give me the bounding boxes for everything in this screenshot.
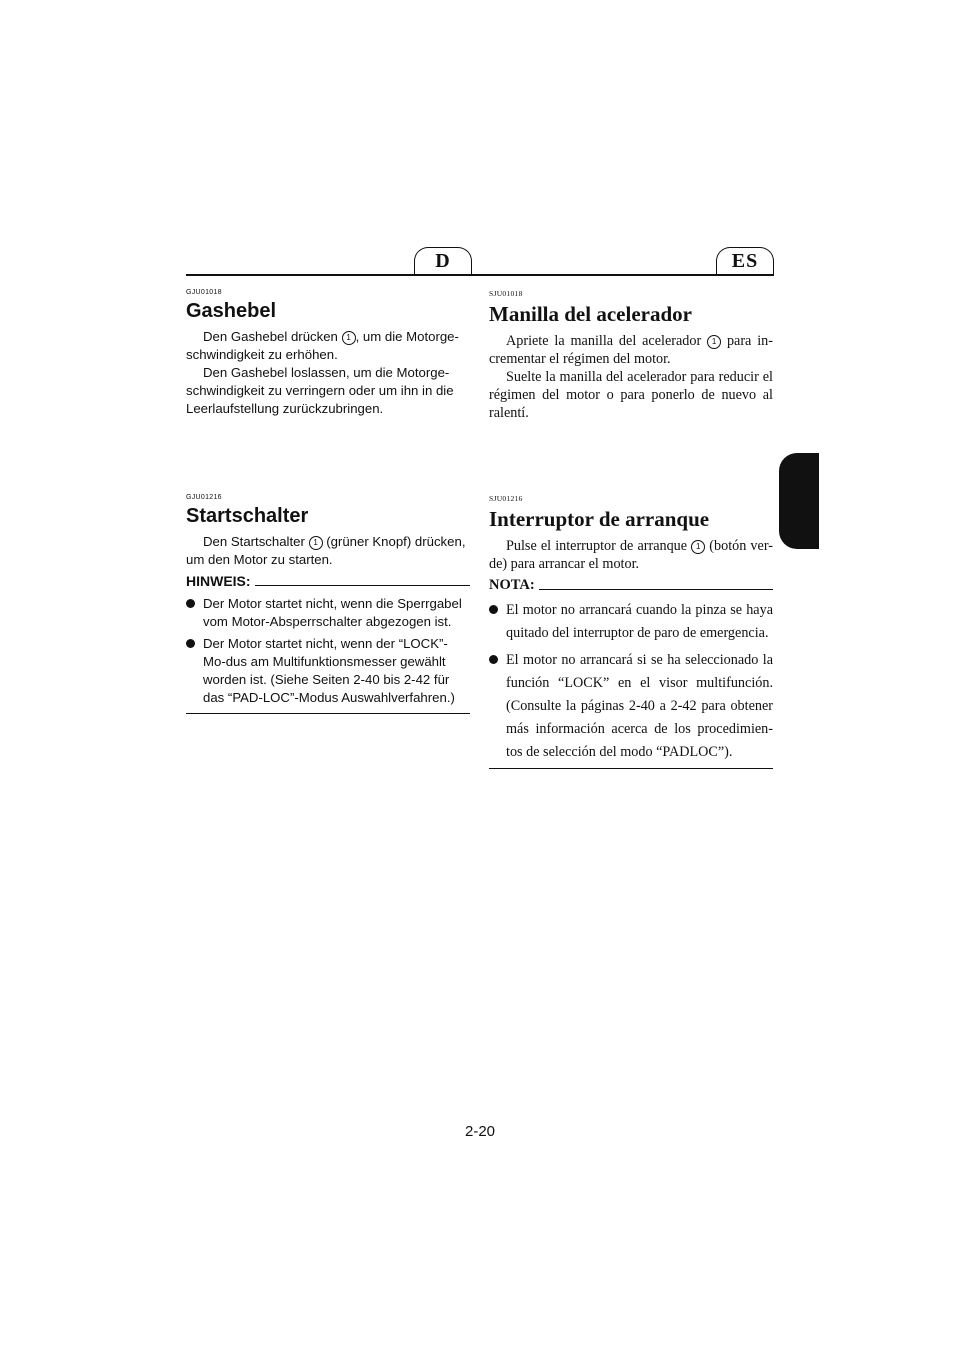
section-code: GJU01216 xyxy=(186,494,222,501)
section-title: Startschalter xyxy=(186,505,309,527)
page-number: 2-20 xyxy=(464,1123,496,1140)
note-list xyxy=(489,599,773,764)
paragraph: Den Startschalter 1 (grüner Knopf) drücken, um den Motor zu starten. xyxy=(186,534,466,567)
es-section-throttle xyxy=(489,289,773,422)
section-code: SJU01018 xyxy=(489,289,523,298)
reference-number: 1 xyxy=(707,335,721,349)
paragraph: Den Gashebel drücken 1 , um die Motorge-schwindigkeit zu erhöhen. xyxy=(186,329,459,362)
paragraph: Pulse el interruptor de arranque 1 (botón ver-de) para arrancar el motor. xyxy=(489,538,773,572)
list-item: Der Motor startet nicht, wenn der “LOCK”-Mo-dus am Multifunktionsmesser gewählt worden ist. (Siehe Seiten 2-40 bis 2-42 für das “PAD-LOC”-Modus Auswahlverfahren.) xyxy=(186,635,470,707)
reference-number: 1 xyxy=(309,536,323,550)
de-section-start-switch xyxy=(186,494,470,714)
note-label: NOTA: xyxy=(489,577,535,593)
paragraph: Apriete la manilla del acelerador 1 para in-crementar el régimen del motor. xyxy=(489,333,773,367)
note-heading xyxy=(186,573,470,589)
section-code: SJU01216 xyxy=(489,494,523,503)
bullet-icon xyxy=(186,599,195,608)
note-end-rule xyxy=(489,768,773,769)
note-heading xyxy=(489,577,773,593)
chapter-thumb-tab xyxy=(779,453,819,549)
list-item: El motor no arrancará cuando la pinza se haya quitado del interruptor de paro de emergencia. xyxy=(489,599,773,645)
note-list xyxy=(186,595,470,707)
paragraph: Den Gashebel loslassen, um die Motorge-schwindigkeit zu verringern oder um ihn in die Leerlaufstellung zurückzubringen. xyxy=(186,365,454,416)
section-code: GJU01018 xyxy=(186,289,222,296)
bullet-icon xyxy=(489,655,498,664)
note-end-rule xyxy=(186,713,470,714)
bullet-icon xyxy=(186,639,195,648)
section-title: Interruptor de arranque xyxy=(489,507,710,531)
note-label: HINWEIS: xyxy=(186,573,251,589)
language-badge-spanish: ES xyxy=(716,247,774,275)
es-section-start-switch xyxy=(489,494,773,769)
note-rule xyxy=(255,585,470,586)
note-rule xyxy=(539,589,773,590)
section-title: Manilla del acelerador xyxy=(489,302,692,326)
section-title: Gashebel xyxy=(186,300,277,322)
reference-number: 1 xyxy=(691,540,705,554)
bullet-icon xyxy=(489,605,498,614)
language-badge-german: D xyxy=(414,247,472,275)
header-rule xyxy=(186,274,774,276)
list-item: El motor no arrancará si se ha seleccionado la función “LOCK” en el visor multifunción. (Consulte la páginas 2-40 a 2-42 para obtener más información acerca de los procedimien-tos de selección del modo “PADLOC”). xyxy=(489,649,773,764)
paragraph: Suelte la manilla del acelerador para reducir el régimen del motor o para ponerlo de nuevo al ralentí. xyxy=(489,369,773,421)
list-item: Der Motor startet nicht, wenn die Sperrgabel vom Motor-Absperrschalter abgezogen ist. xyxy=(186,595,470,631)
reference-number: 1 xyxy=(342,331,356,345)
de-section-throttle xyxy=(186,289,470,418)
